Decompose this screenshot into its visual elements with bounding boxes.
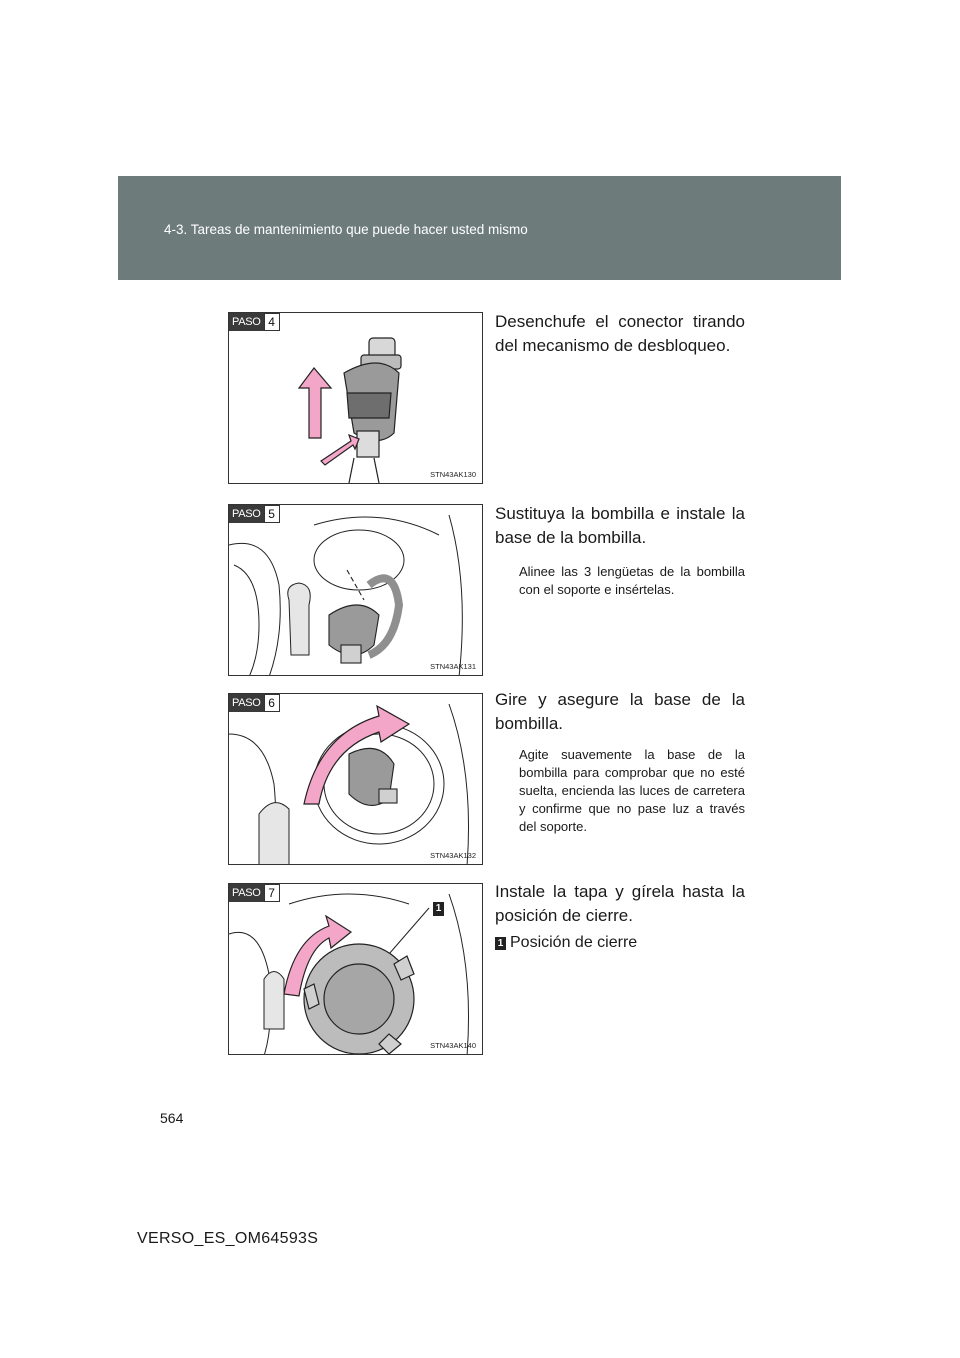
- section-title: 4-3. Tareas de mantenimiento que puede hacer usted mismo: [164, 222, 528, 237]
- figure-step-6: PASO 6 STN43AK132: [228, 693, 483, 865]
- cover-install-illustration: [229, 884, 483, 1055]
- bulb-install-illustration: [229, 505, 483, 676]
- section-header: [118, 176, 841, 280]
- page-number: 564: [160, 1110, 184, 1126]
- legend-marker-1: 1: [495, 937, 506, 950]
- figure-step-4: PASO 4 STN43AK130: [228, 312, 483, 484]
- legend-label: Posición de cierre: [510, 934, 638, 951]
- callout-marker-1: 1: [433, 902, 444, 916]
- paso-tag: PASO 4: [229, 313, 280, 331]
- legend-item: [495, 934, 637, 952]
- step-6-note: Agite suavemente la base de la bombilla para comprobar que no esté suelta, encienda las luces de carretera y confirme que no pase luz a través del soporte.: [519, 747, 745, 834]
- bulb-rotate-illustration: [229, 694, 483, 865]
- figure-step-7: PASO 7 1 STN43AK140: [228, 883, 483, 1055]
- step-4-text: Desenchufe el conector tirando del mecanismo de desbloqueo.: [495, 312, 745, 355]
- step-7-text: Instale la tapa y gírela hasta la posición de cierre.: [495, 882, 745, 925]
- step-5-note: Alinee las 3 lengüetas de la bombilla con el soporte e insértelas.: [519, 564, 745, 597]
- step-6-text: Gire y asegure la base de la bombilla.: [495, 690, 745, 733]
- paso-tag: PASO 5: [229, 505, 280, 523]
- document-code: VERSO_ES_OM64593S: [137, 1230, 319, 1247]
- figure-step-5: PASO 5 STN43AK131: [228, 504, 483, 676]
- paso-tag: PASO 7: [229, 884, 280, 902]
- paso-tag: PASO 6: [229, 694, 280, 712]
- bulb-connector-illustration: [229, 313, 483, 484]
- step-5-text: Sustituya la bombilla e instale la base de la bombilla.: [495, 504, 745, 547]
